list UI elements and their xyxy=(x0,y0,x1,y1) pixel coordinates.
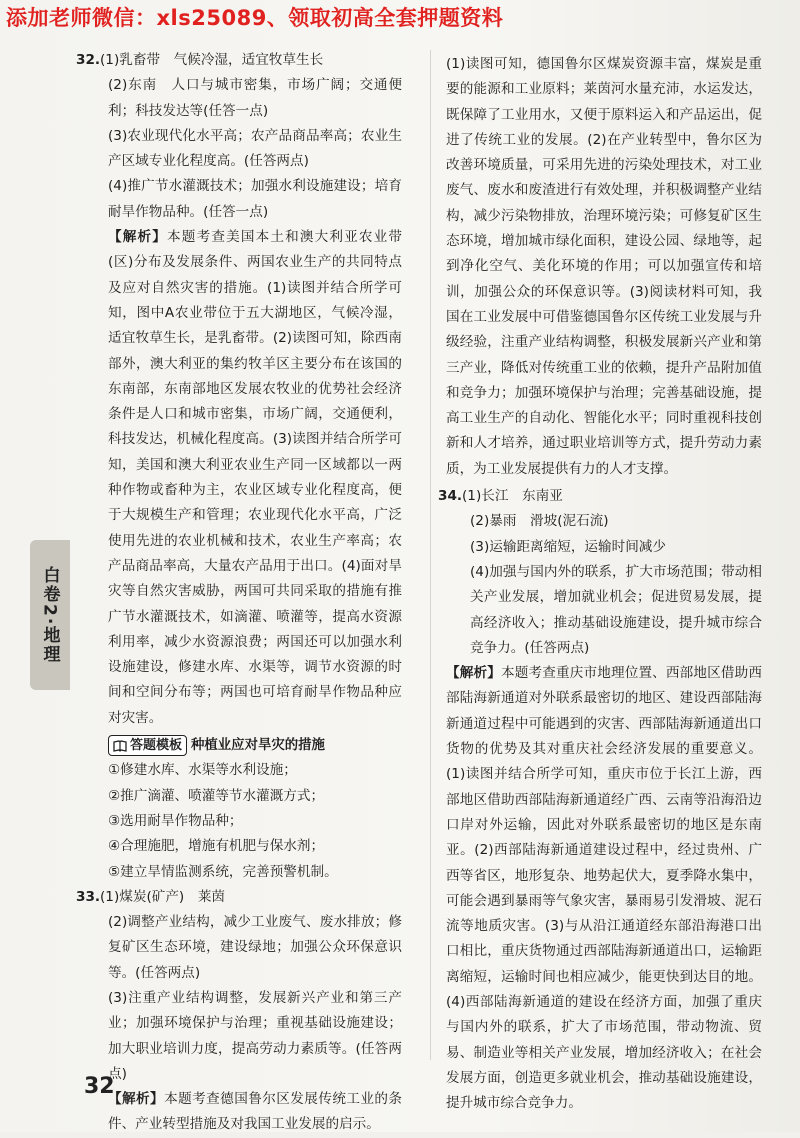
q34-answer-2: (2)暴雨 滑坡(泥石流) xyxy=(470,513,609,530)
q33-answer-2: (2)调整产业结构，减少工业废气、废水排放；修复矿区生态环境，建设绿地；加强公众环保意识等。(任答两点) xyxy=(108,914,402,981)
template-item: ②推广滴灌、喷灌等节水灌溉方式； xyxy=(108,787,325,804)
template-item: ④合理施肥，增施有机肥与保水剂； xyxy=(108,838,325,855)
side-tab-label: 白卷2·地理 xyxy=(39,565,60,665)
template-item: ③选用耐旱作物品种； xyxy=(108,812,243,829)
q32-answer-3: (3)农业现代化水平高；农产品商品率高；农业生产区域专业化程度高。(任答两点) xyxy=(108,127,402,170)
section-side-tab xyxy=(30,540,70,690)
column-divider xyxy=(430,50,431,1060)
answer-template-badge: 答题模板 xyxy=(108,735,187,756)
template-item: ①修建水库、水渠等水利设施； xyxy=(108,762,297,779)
q34-answer-4: (4)加强与国内外的联系，扩大市场范围；带动相关产业发展，增加就业机会；促进贸易发展，提高经济收入；推动基础设施建设，提升城市综合竞争力。(任答两点) xyxy=(470,563,762,656)
q33-answer-1: 33.(1)煤炭(矿产) 莱茵 xyxy=(84,885,402,910)
q34-analysis: 【解析】本题考查重庆市地理位置、西部地区借助西部陆海新通道对外联系最密切的地区、建设西部陆海新通道过程中可能遇到的灾害、西部陆海新通道出口货物的优势及其对重庆社会经济发展的重要意义。(1)读图并结合所学可知，重庆市位于长江上游，西部地区借助西部陆海新通道经广西、云南等沿海沿边口岸对外运输，因此对外联系最密切的地区是东南亚。(2)西部陆海新通道建设过程中，经过贵州、广西等省区，地形复杂、地势起伏大，夏季降水集中，可能会遇到暴雨等气象灾害，暴雨易引发滑坡、泥石流等地质灾害。(3)与从沿江通道经东部沿海港口出口相比，重庆货物通过西部陆海新通道出口，运输距离缩短，运输时间也相应减少，能更快到达目的地。(4)西部陆海新通道的建设在经济方面，加强了重庆与国内外的联系，扩大了市场范围，带动物流、贸易、制造业等相关产业发展，增加经济收入；在社会发展方面，创造更多就业机会，推动基础设施建设，提升城市综合竞争力。 xyxy=(446,665,762,1112)
analysis-tag: 【解析】 xyxy=(108,229,168,246)
q32-answer-1: 32.(1)乳畜带 气候冷湿，适宜牧草生长 xyxy=(84,48,402,73)
left-column xyxy=(76,48,403,1138)
right-column xyxy=(438,52,762,1116)
q32-answer-2: (2)东南 人口与城市密集，市场广阔；交通便利；科技发达等(任答一点) xyxy=(108,77,402,119)
q34-answer-1: 34.(1)长江 东南亚 xyxy=(446,484,762,509)
q34-answer-3: (3)运输距离缩短，运输时间减少 xyxy=(470,538,666,555)
analysis-tag: 【解析】 xyxy=(446,665,501,682)
answer-template-title: 种植业应对旱灾的措施 xyxy=(191,738,325,754)
q32-number: 32. xyxy=(76,52,101,68)
q33-analysis-continued: (1)读图可知，德国鲁尔区煤炭资源丰富，煤炭是重要的能源和工业原料；莱茵河水量充沛，水运发达，既保障了工业用水，又便于原料运入和产品运出，促进了传统工业的发展。(2)在产业转型中，鲁尔区为改善环境质量，可采用先进的污染处理技术，对工业废气、废水和废渣进行有效处理，并积极调整产业结构，减少污染物排放，治理环境污染；可修复矿区生态环境，增加城市绿化面积，建设公园、绿地等，起到净化空气、美化环境的作用；可以加强宣传和培训，加强公众的环保意识等。(3)阅读材料可知，我国在工业发展中可借鉴德国鲁尔区传统工业发展与升级经验，注重产业结构调整，积极发展新兴产业和第三产业，降低对传统重工业的依赖，提升产品附加值和竞争力；加强环境保护与治理；完善基础设施，提高工业生产的自动化、智能化水平；同时重视科技创新和人才培养，通过职业培训等方式，提升劳动力素质，为工业发展提供有力的人才支撑。 xyxy=(446,56,762,477)
q33-answer-3: (3)注重产业结构调整，发展新兴产业和第三产业；加强环境保护与治理；重视基础设施建设；加大职业培训力度，提高劳动力素质等。(任答两点) xyxy=(108,989,402,1082)
template-item: ⑤建立旱情监测系统，完善预警机制。 xyxy=(108,863,338,880)
book-icon xyxy=(113,740,127,752)
q32-answer-4: (4)推广节水灌溉技术；加强水利设施建设；培育耐旱作物品种。(任答一点) xyxy=(108,178,402,220)
analysis-tag: 【解析】 xyxy=(108,1091,165,1108)
page-number: 32 xyxy=(84,1074,115,1099)
q34-number: 34. xyxy=(438,488,463,505)
q32-analysis: 【解析】本题考查美国本土和澳大利亚农业带(区)分布及发展条件、两国农业生产的共同特点及应对自然灾害的措施。(1)读图并结合所学可知，图中A农业带位于五大湖地区，气候冷湿，适宜牧草生长，是乳畜带。(2)读图可知，除西南部外，澳大利亚的集约牧羊区主要分布在该国的东南部，东南部地区发展农牧业的优势社会经济条件是人口和城市密集，市场广阔，交通便利，科技发达，机械化程度高。(3)读图并结合所学可知，美国和澳大利亚农业生产同一区域都以一两种作物或畜种为主，农业区域专业化程度高，便于大规模生产和管理；农业现代化水平高，广泛使用先进的农业机械和技术，农业生产率高；农产品商品率高，大量农产品用于出口。(4)面对旱灾等自然灾害威胁，两国可共同采取的措施有推广节水灌溉技术，如滴灌、喷灌等，提高水资源利用率，减少水资源浪费；两国还可以加强水利设施建设，修建水库、水渠等，调节水资源的时间和空间分布等；两国也可培育耐旱作物品种应对灾害。 xyxy=(108,229,403,726)
promo-banner: 添加老师微信：xls25089、领取初高全套押题资料 xyxy=(6,6,504,30)
q33-analysis: 【解析】本题考查德国鲁尔区发展传统工业的条件、产业转型措施及对我国工业发展的启示。 xyxy=(108,1091,403,1133)
q33-number: 33. xyxy=(76,888,101,905)
answer-template-heading xyxy=(84,733,402,758)
